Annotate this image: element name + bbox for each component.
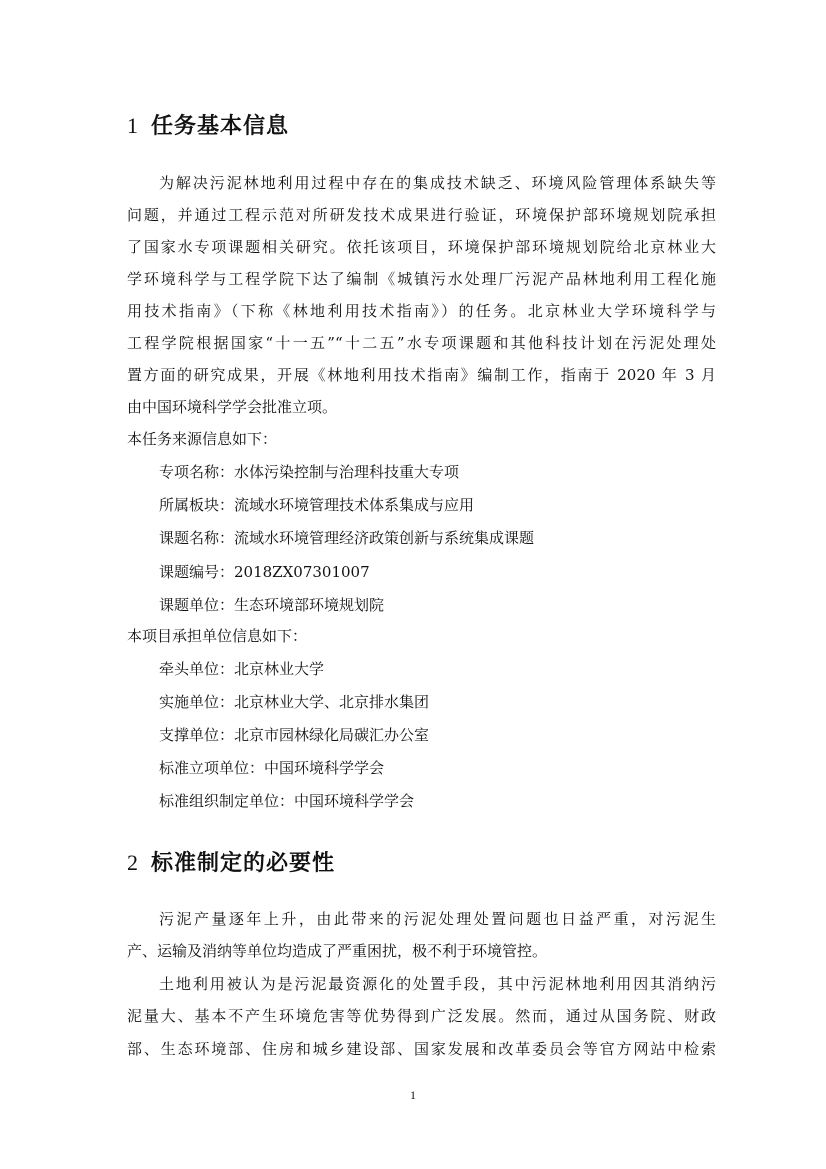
paragraph-line: 土地利用被认为是污泥最资源化的处置手段，其中污泥林地利用因其消纳污 [159,975,716,993]
section-1-heading [127,109,289,140]
unit-intro: 本项目承担单位信息如下： [127,627,308,645]
paragraph-line: 问题，并通过工程示范对所研发技术成果进行验证，环境保护部环境规划院承担 [127,206,716,224]
section-1-title: 任务基本信息 [151,114,290,139]
section-2-heading [127,846,335,877]
paragraph-line: 用技术指南》（下称《林地利用技术指南》）的任务。北京林业大学环境科学与 [127,302,716,320]
paragraph-line: 了国家水专项课题相关研究。依托该项目，环境保护部环境规划院给北京林业大 [127,238,716,256]
paragraph-line: 污泥产量逐年上升，由此带来的污泥处理处置问题也日益严重，对污泥生 [159,910,716,928]
paragraph-line: 学环境科学与工程学院下达了编制《城镇污水处理厂污泥产品林地利用工程化施 [127,270,716,288]
source-item: 课题名称：流域水环境管理经济政策创新与系统集成课题 [159,529,535,547]
section-2-number: 2 [127,850,139,875]
paragraph-line: 工程学院根据国家“十一五”“十二五”水专项课题和其他科技计划在污泥处理处 [127,334,716,352]
unit-item: 标准立项单位：中国环境科学学会 [159,759,385,777]
paragraph-line: 泥量大、基本不产生环境危害等优势得到广泛发展。然而，通过从国务院、财政 [127,1007,716,1025]
paragraph-line: 产、运输及消纳等单位均造成了严重困扰，极不利于环境管控。 [127,942,548,960]
section-1-number: 1 [127,113,139,138]
unit-item: 牵头单位：北京林业大学 [159,660,325,678]
unit-item: 标准组织制定单位：中国环境科学学会 [159,792,415,810]
source-item: 课题单位：生态环境部环境规划院 [159,596,385,614]
unit-item: 实施单位：北京林业大学、北京排水集团 [159,693,430,711]
section-2-title: 标准制定的必要性 [151,851,336,876]
paragraph-line: 为解决污泥林地利用过程中存在的集成技术缺乏、环境风险管理体系缺失等 [159,174,716,192]
source-intro: 本任务来源信息如下： [127,430,278,448]
source-item: 专项名称：水体污染控制与治理科技重大专项 [159,463,460,481]
paragraph-line: 部、生态环境部、住房和城乡建设部、国家发展和改革委员会等官方网站中检索 [127,1040,716,1058]
page-number: 1 [410,1088,416,1102]
paragraph-line: 由中国环境科学学会批准立项。 [127,398,338,416]
paragraph-line: 置方面的研究成果，开展《林地利用技术指南》编制工作，指南于 2020 年 3 月 [127,366,716,384]
source-item: 课题编号：2018ZX07301007 [159,563,370,581]
unit-item: 支撑单位：北京市园林绿化局碳汇办公室 [159,726,430,744]
source-item: 所属板块：流域水环境管理技术体系集成与应用 [159,496,475,514]
